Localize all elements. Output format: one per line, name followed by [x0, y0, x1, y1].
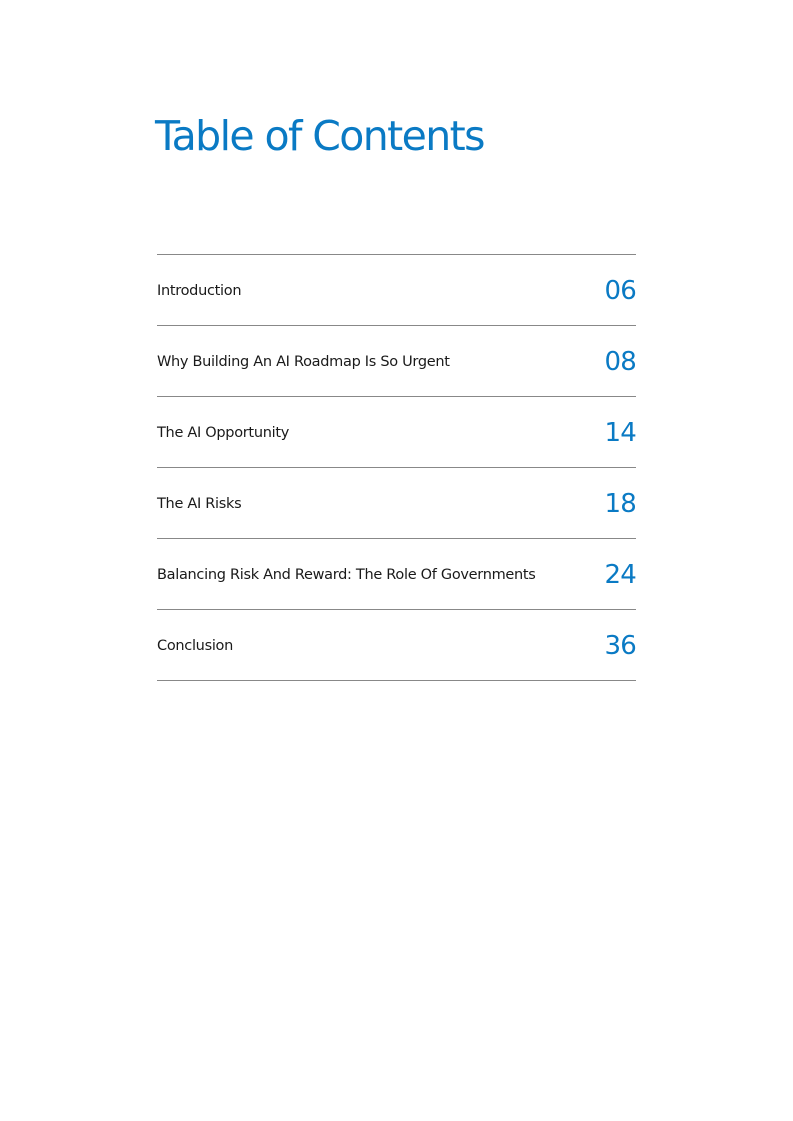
toc-entry-label: Conclusion — [157, 638, 234, 654]
table-of-contents — [157, 254, 636, 681]
toc-entry-ai-opportunity[interactable] — [157, 397, 636, 468]
toc-entry-page-number: 36 — [604, 631, 636, 661]
toc-entry-label: Why Building An AI Roadmap Is So Urgent — [157, 354, 450, 370]
toc-entry-label: Balancing Risk And Reward: The Role Of Governments — [157, 567, 536, 583]
page-title: Table of Contents — [155, 112, 484, 160]
toc-entry-label: The AI Risks — [157, 496, 242, 512]
toc-entry-page-number: 06 — [604, 276, 636, 306]
toc-entry-page-number: 08 — [604, 347, 636, 377]
toc-entry-page-number: 24 — [604, 560, 636, 590]
toc-entry-balancing-risk-reward[interactable] — [157, 539, 636, 610]
toc-entry-page-number: 18 — [604, 489, 636, 519]
toc-entry-ai-risks[interactable] — [157, 468, 636, 539]
toc-entry-label: The AI Opportunity — [157, 425, 289, 441]
toc-entry-label: Introduction — [157, 283, 242, 299]
toc-entry-page-number: 14 — [604, 418, 636, 448]
toc-entry-why-building-ai-roadmap[interactable] — [157, 326, 636, 397]
toc-entry-conclusion[interactable] — [157, 610, 636, 681]
toc-entry-introduction[interactable] — [157, 255, 636, 326]
